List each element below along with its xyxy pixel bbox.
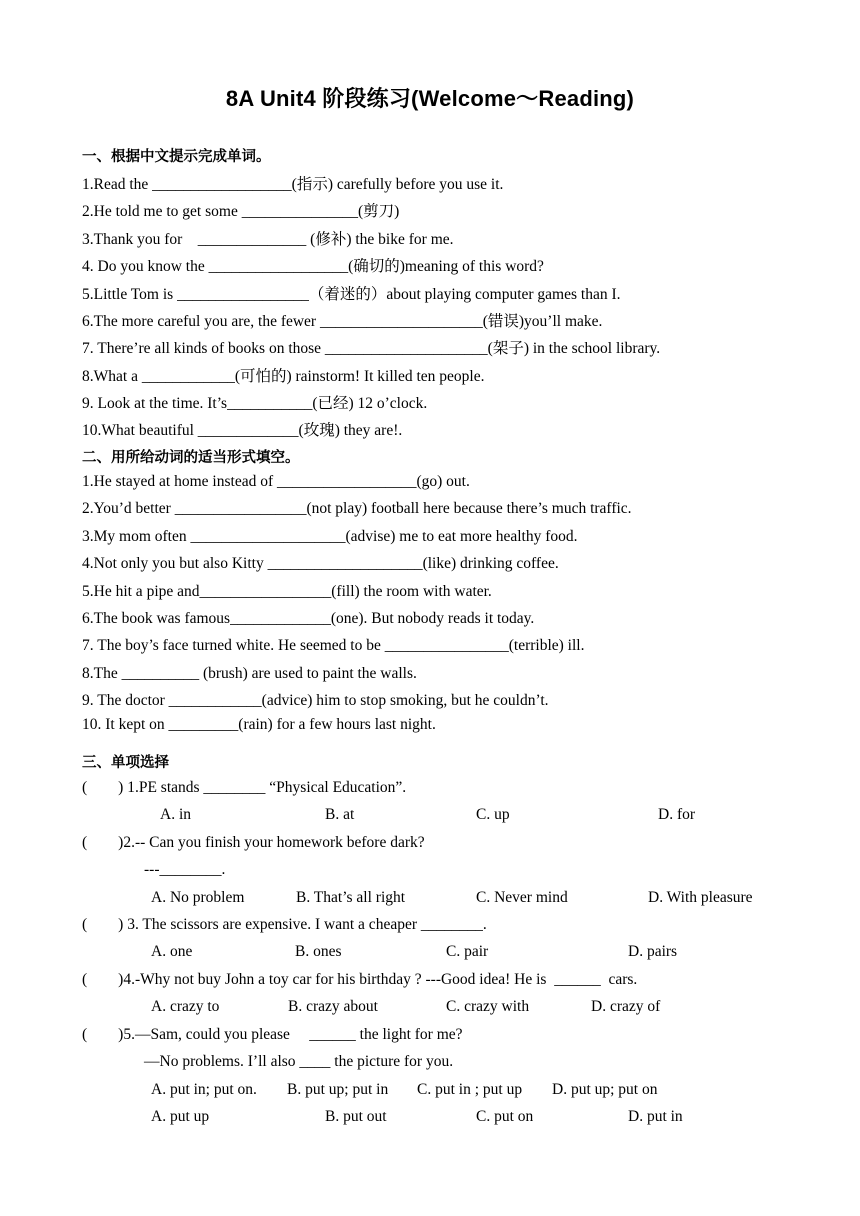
mc-4-option-c: C. crazy with bbox=[446, 998, 530, 1015]
mc-2-reply: ---________. bbox=[144, 861, 226, 878]
mc-question-1: ( ) 1.PE stands ________ “Physical Education”. bbox=[82, 779, 407, 796]
verb-question-7: 7. The boy’s face turned white. He seemed to be ________________(terrible) ill. bbox=[82, 637, 585, 654]
mc-question-2: ( )2.-- Can you finish your homework before dark? bbox=[82, 834, 425, 851]
mc-2-option-c: C. Never mind bbox=[476, 889, 568, 906]
section-heading-verb-forms: 二、用所给动词的适当形式填空。 bbox=[82, 450, 300, 466]
vocab-question-9: 9. Look at the time. It’s___________(已经) 12 o’clock. bbox=[82, 395, 428, 412]
mc-3-option-a: A. one bbox=[151, 943, 193, 960]
verb-question-4: 4.Not only you but also Kitty ____________________(like) drinking coffee. bbox=[82, 555, 559, 572]
vocab-question-5: 5.Little Tom is _________________（着迷的）about playing computer games than I. bbox=[82, 286, 621, 303]
section-heading-multiple-choice: 三、单项选择 bbox=[82, 755, 169, 771]
verb-question-5: 5.He hit a pipe and_________________(fill) the room with water. bbox=[82, 583, 492, 600]
mc-4-option-a: A. crazy to bbox=[151, 998, 220, 1015]
verb-question-2: 2.You’d better _________________(not play) football here because there’s much traffic. bbox=[82, 500, 632, 517]
mc-3-option-c: C. pair bbox=[446, 943, 489, 960]
mc-5-reply: —No problems. I’ll also ____ the picture for you. bbox=[144, 1053, 454, 1070]
mc-5-option-c: C. put in ; put up bbox=[417, 1081, 523, 1098]
mc-3-option-d: D. pairs bbox=[628, 943, 678, 960]
mc-1-option-b: B. at bbox=[325, 806, 355, 823]
mc-4-option-d: D. crazy of bbox=[591, 998, 661, 1015]
vocab-question-1: 1.Read the __________________(指示) carefully before you use it. bbox=[82, 176, 504, 193]
vocab-question-8: 8.What a ____________(可怕的) rainstorm! It killed ten people. bbox=[82, 368, 485, 385]
section-heading-vocabulary: 一、根据中文提示完成单词。 bbox=[82, 149, 271, 165]
mc-question-4: ( )4.-Why not buy John a toy car for his birthday ? ---Good idea! He is ______ cars. bbox=[82, 971, 638, 988]
verb-question-9: 9. The doctor ____________(advice) him to stop smoking, but he couldn’t. bbox=[82, 692, 549, 709]
vocab-question-4: 4. Do you know the __________________(确切的)meaning of this word? bbox=[82, 258, 544, 275]
mc-5b-option-c: C. put on bbox=[476, 1108, 534, 1125]
mc-2-option-b: B. That’s all right bbox=[296, 889, 406, 906]
mc-5b-option-d: D. put in bbox=[628, 1108, 683, 1125]
vocab-question-2: 2.He told me to get some _______________(剪刀) bbox=[82, 203, 400, 220]
mc-2-option-a: A. No problem bbox=[151, 889, 245, 906]
mc-5-option-a: A. put in; put on. bbox=[151, 1081, 257, 1098]
verb-question-10: 10. It kept on _________(rain) for a few hours last night. bbox=[82, 716, 436, 733]
mc-3-option-b: B. ones bbox=[295, 943, 342, 960]
mc-question-3: ( ) 3. The scissors are expensive. I want a cheaper ________. bbox=[82, 916, 487, 933]
verb-question-8: 8.The __________ (brush) are used to paint the walls. bbox=[82, 665, 417, 682]
page-title: 8A Unit4 阶段练习(Welcome～Reading) bbox=[225, 86, 635, 111]
mc-1-option-a: A. in bbox=[160, 806, 191, 823]
mc-4-option-b: B. crazy about bbox=[288, 998, 378, 1015]
vocab-question-6: 6.The more careful you are, the fewer _____________________(错误)you’ll make. bbox=[82, 313, 603, 330]
verb-question-6: 6.The book was famous_____________(one). But nobody reads it today. bbox=[82, 610, 535, 627]
vocab-question-10: 10.What beautiful _____________(玫瑰) they are!. bbox=[82, 422, 403, 439]
mc-1-option-d: D. for bbox=[658, 806, 696, 823]
mc-5-option-d: D. put up; put on bbox=[552, 1081, 658, 1098]
mc-5b-option-b: B. put out bbox=[325, 1108, 387, 1125]
verb-question-3: 3.My mom often ____________________(advise) me to eat more healthy food. bbox=[82, 528, 578, 545]
mc-5-option-b: B. put up; put in bbox=[287, 1081, 389, 1098]
vocab-question-7: 7. There’re all kinds of books on those _____________________(架子) in the school library. bbox=[82, 340, 661, 357]
mc-question-5: ( )5.—Sam, could you please ______ the light for me? bbox=[82, 1026, 463, 1043]
verb-question-1: 1.He stayed at home instead of __________________(go) out. bbox=[82, 473, 470, 490]
mc-2-option-d: D. With pleasure bbox=[648, 889, 753, 906]
mc-5b-option-a: A. put up bbox=[151, 1108, 210, 1125]
vocab-question-3: 3.Thank you for ______________ (修补) the bike for me. bbox=[82, 231, 454, 248]
mc-1-option-c: C. up bbox=[476, 806, 510, 823]
